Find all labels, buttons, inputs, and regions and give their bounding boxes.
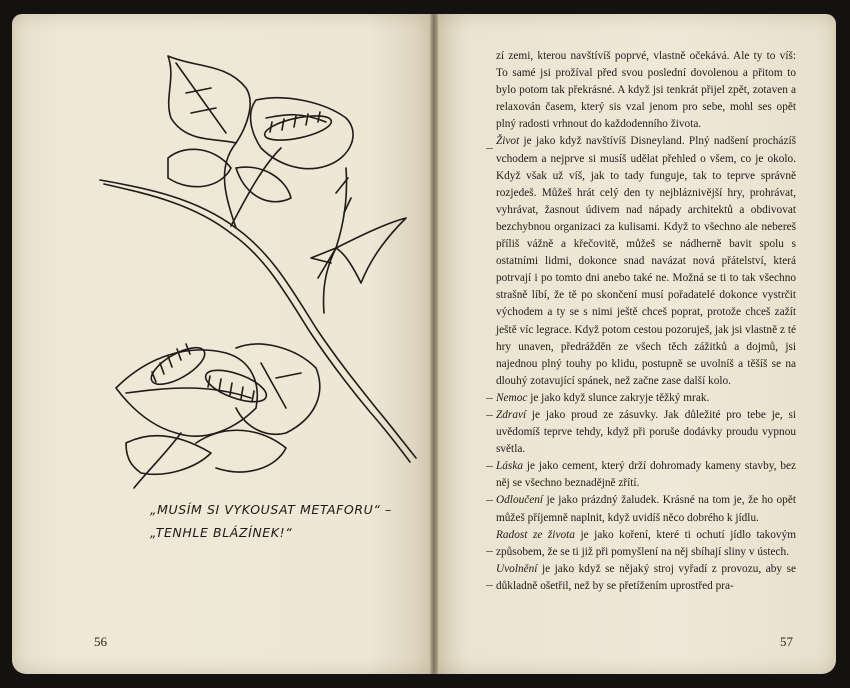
metaphor-text: je jako když navštívíš Disneyland. Plný nadšení procházíš vchodem a nejprve si musíš udělat přehled o všem, co je okolo. Když však už víš, jak to tady funguje, tak to teprve správně rozjedeš. Můžeš hrát celý den ty nejbláznivější hry, prohrávat, vyhrávat, žasnout údivem nad nápady architektů a obdivovat bezchybnou organizaci za kulisami. Když to všechno ale nebereš příliš vážně a křečovitě, můžeš se nádherně bavit spolu s ostatními lidmi, dokonce snad navázat nová přátelství, která potrvají i po tomto dni anebo také ne. Možná se ti to tak všechno strašně líbí, že tě po skončení musí pořadatelé dokonce vystrčit východem a ty se s nimi ještě chceš poprat, protože chceš zažít ještě víc legrace. Když potom cestou pozoruješ, jak jsi vlastně z té hry unaven, předrážděn ze všech těch zážitků a dojmů, jsi najednou plný touhy po klidu, postupně se uvolníš a těšíš se na dlouhý zotavující spánek, než začne zase další kolo. (496, 135, 796, 387)
metaphor-term: Odloučení (496, 494, 544, 507)
metaphor-term: Uvolnění (496, 562, 538, 575)
metaphor-item (496, 492, 796, 526)
list-bullet (486, 148, 493, 149)
metaphor-term: Zdraví (496, 408, 527, 421)
metaphor-text: je jako proud ze zásuvky. Jak důležité pro tebe je, si uvědomíš teprve tehdy, když při poruše dodávky proudu vypnou světla. (496, 408, 796, 456)
metaphor-item (496, 407, 796, 458)
list-bullet (486, 415, 493, 416)
metaphor-item (496, 527, 796, 561)
metaphor-item (496, 133, 796, 389)
metaphor-item (496, 458, 796, 492)
metaphor-text: je jako prázdný žaludek. Krásné na tom je, že ho opět můžeš příjemně naplnit, když uvidíš něco dobrého k jídlu. (496, 494, 796, 524)
list-bullet (486, 551, 493, 552)
book-gutter (430, 14, 438, 674)
list-bullet (486, 398, 493, 399)
caption-line-2: „TENHLE BLÁZÍNEK!“ (150, 525, 293, 540)
metaphor-text: je jako koření, které ti ochutí jídlo takovým způsobem, že se ti již při pomyšlení na něj sbíhají sliny v ústech. (496, 528, 796, 558)
page-number-left: 56 (94, 634, 107, 649)
metaphor-text: je jako když se nějaký stroj vyřadí z provozu, aby se důkladně ošetřil, než by se přetížením uprostřed pra- (496, 562, 796, 592)
list-bullet (486, 466, 493, 467)
page-number-right: 57 (780, 634, 793, 649)
metaphor-term: Láska (496, 460, 523, 473)
metaphor-term: Život (496, 135, 520, 148)
caption-line-1: „MUSÍM SI VYKOUSAT METAFORU“ – (150, 502, 392, 517)
metaphor-term: Nemoc (496, 391, 528, 404)
intro-paragraph: zí zemi, kterou navštívíš poprvé, vlastně očekává. Ale ty to víš: To samé jsi prožíval před svou poslední dovolenou a přitom to bylo potom tak překrásné. A když jsi tenkrát přijel zpět, zotaven a relaxován časem, který sis vzal jenom pro sebe, mohl ses opět plný radosti vrhnout do každodenního života. (496, 50, 796, 131)
page-text (496, 48, 796, 595)
list-bullet (486, 585, 493, 586)
illustration-caption (150, 498, 430, 544)
metaphor-term: Radost ze života (496, 528, 575, 541)
metaphor-text: je jako cement, který drží dohromady kameny stavby, bez něj se všechno beznadějně zřítí. (496, 460, 796, 490)
metaphor-item (496, 561, 796, 595)
list-bullet (486, 500, 493, 501)
metaphor-item (496, 390, 796, 407)
caterpillar-illustration (86, 48, 426, 498)
metaphor-text: je jako když slunce zakryje těžký mrak. (527, 391, 710, 404)
